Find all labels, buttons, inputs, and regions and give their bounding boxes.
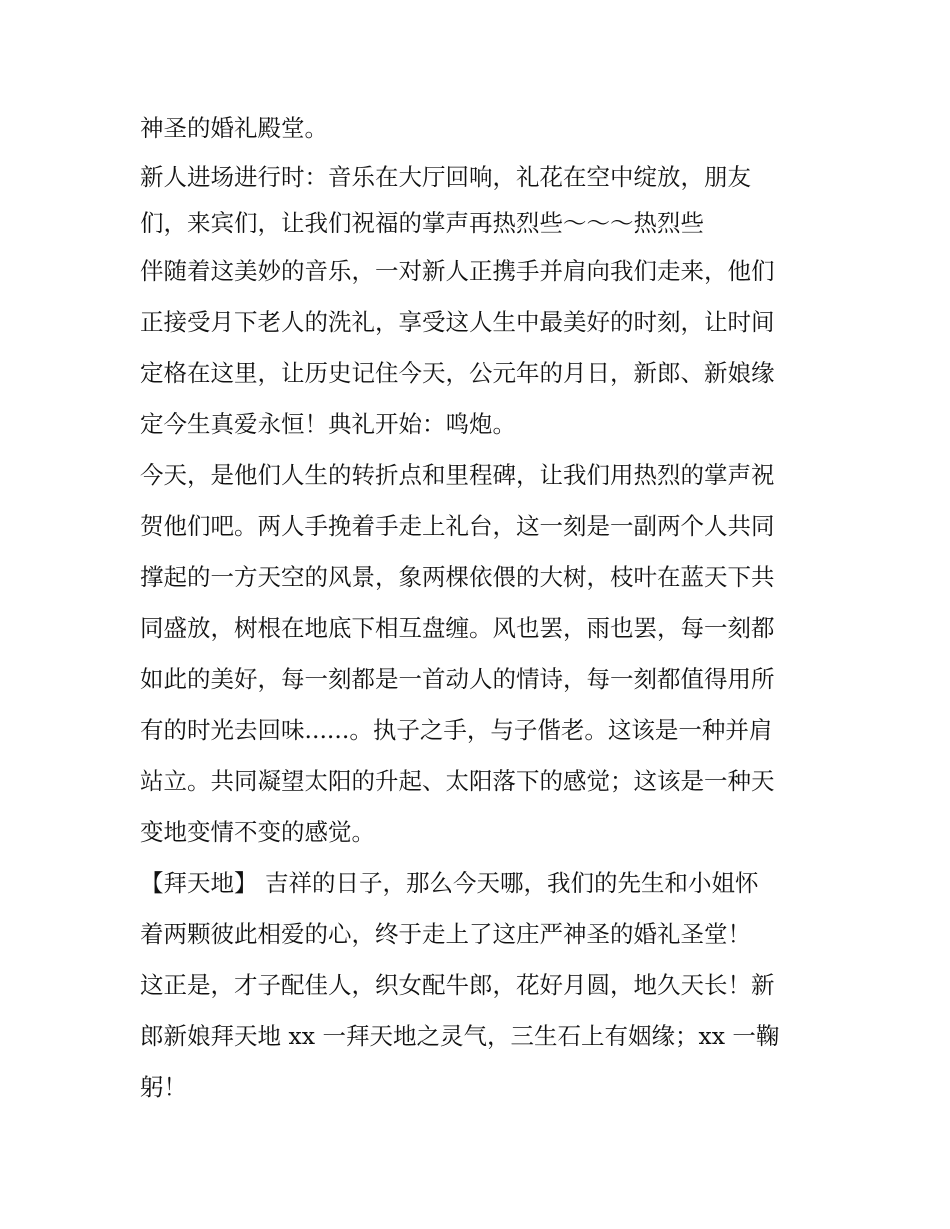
text-line: 如此的美好，每一刻都是一首动人的情诗，每一刻都值得用所 xyxy=(140,665,775,693)
text-line: 定今生真爱永恒！典礼开始：鸣炮。 xyxy=(140,410,516,438)
text-line: 躬！ xyxy=(140,1073,187,1101)
text-line: 【拜天地】 吉祥的日子，那么今天哪，我们的先生和小姐怀 xyxy=(140,869,759,897)
text-line: 今天，是他们人生的转折点和里程碑，让我们用热烈的掌声祝 xyxy=(140,461,775,489)
text-line: 新人进场进行时：音乐在大厅回响，礼花在空中绽放，朋友 xyxy=(140,163,751,191)
text-line: 郎新娘拜天地 xx 一拜天地之灵气，三生石上有姻缘；xx 一鞠 xyxy=(140,1022,780,1050)
text-line: 贺他们吧。两人手挽着手走上礼台，这一刻是一副两个人共同 xyxy=(140,512,775,540)
text-line: 正接受月下老人的洗礼，享受这人生中最美好的时刻，让时间 xyxy=(140,308,775,336)
text-line: 伴随着这美妙的音乐，一对新人正携手并肩向我们走来，他们 xyxy=(140,257,775,285)
text-line: 们，来宾们，让我们祝福的掌声再热烈些～～～热烈些 xyxy=(140,209,704,237)
text-line: 撑起的一方天空的风景，象两棵依偎的大树，枝叶在蓝天下共 xyxy=(140,563,775,591)
text-line: 同盛放，树根在地底下相互盘缠。风也罢，雨也罢，每一刻都 xyxy=(140,614,775,642)
document-body xyxy=(140,103,820,1113)
text-line: 有的时光去回味......。执子之手，与子偕老。这该是一种并肩 xyxy=(140,716,773,744)
text-line: 着两颗彼此相爱的心，终于走上了这庄严神圣的婚礼圣堂！ xyxy=(140,920,751,948)
text-line: 神圣的婚礼殿堂。 xyxy=(140,114,328,142)
text-line: 站立。共同凝望太阳的升起、太阳落下的感觉；这该是一种天 xyxy=(140,767,775,795)
text-line: 变地变情不变的感觉。 xyxy=(140,818,375,846)
text-line: 定格在这里，让历史记住今天，公元年的月日，新郎、新娘缘 xyxy=(140,359,775,387)
text-line: 这正是，才子配佳人，织女配牛郎，花好月圆，地久天长！新 xyxy=(140,971,775,999)
